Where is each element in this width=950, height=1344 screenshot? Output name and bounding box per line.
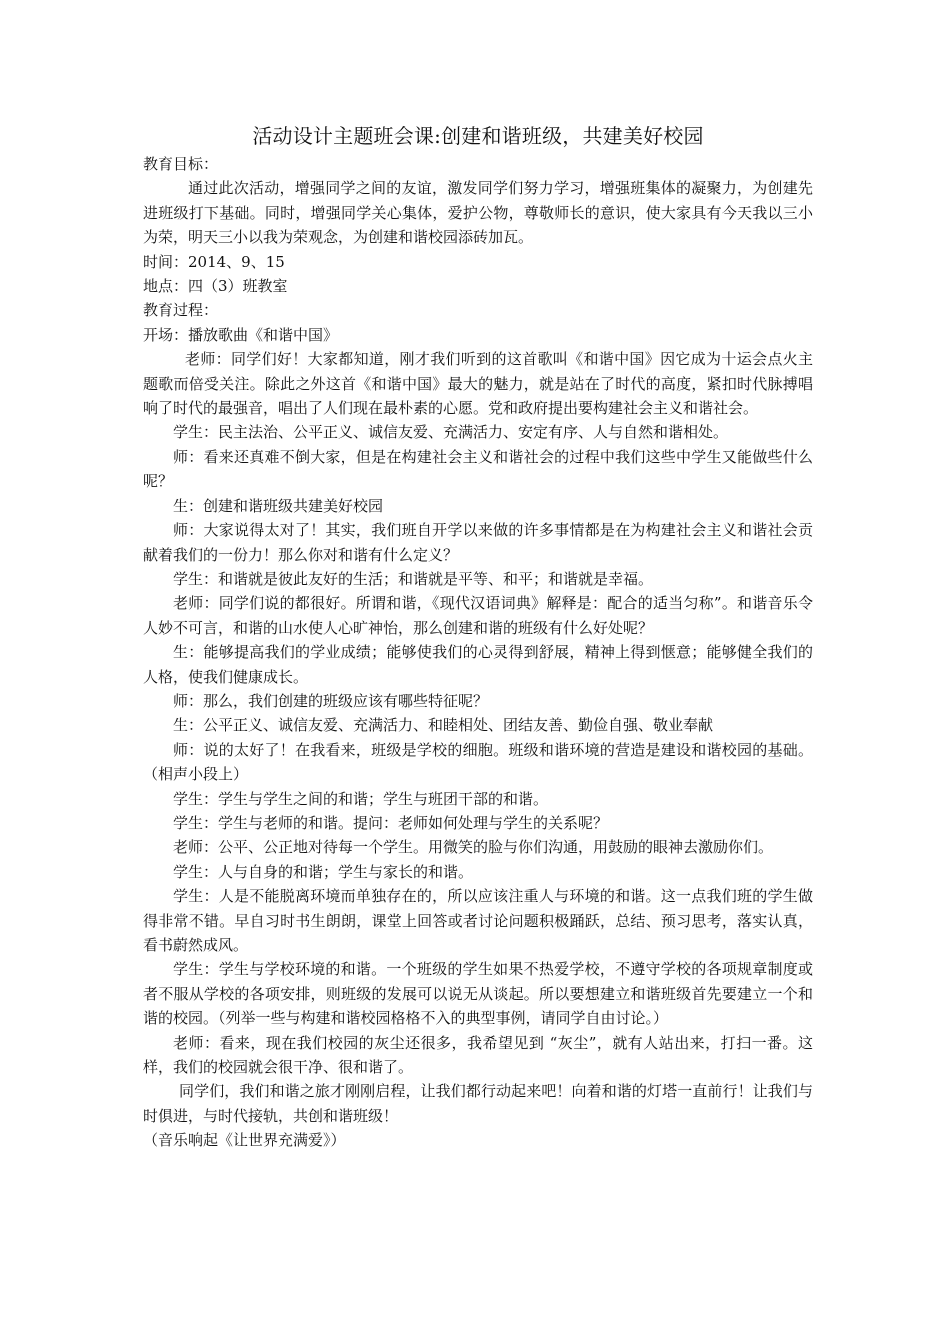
paragraph-teacher-4: 老师：同学们说的都很好。所谓和谐，《现代汉语词典》解释是：配合的适当匀称”。和谐音乐令人妙不可言，和谐的山水使人心旷神怡，那么创建和谐的班级有什么好处呢？	[143, 594, 813, 637]
document-title: 活动设计主题班会课:创建和谐班级，共建美好校园	[252, 124, 704, 148]
opening-line: 开场：播放歌曲《和谐中国》	[143, 325, 339, 344]
paragraph-teacher-5: 师：那么，我们创建的班级应该有哪些特征呢？	[173, 691, 489, 710]
paragraph-teacher-7: 老师：公平、公正地对待每一个学生。用微笑的脸与你们沟通，用鼓励的眼神去激励你们。	[173, 838, 774, 857]
paragraph-teacher-6: 师：说的太好了！在我看来，班级是学校的细胞。班级和谐环境的营造是建设和谐校园的基础。（相声小段上）	[143, 740, 813, 784]
process-label: 教育过程：	[143, 301, 219, 320]
paragraph-student-8: 学生：人与自身的和谐；学生与家长的和谐。	[173, 862, 474, 881]
paragraph-student-6: 学生：学生与学生之间的和谐；学生与班团干部的和谐。	[173, 789, 549, 808]
paragraph-teacher-intro: 老师：同学们好！大家都知道，刚才我们听到的这首歌叫《和谐中国》因它成为十运会点火主题歌而倍受关注。除此之外这首《和谐中国》最大的魅力，就是站在了时代的高度，紧扣时代脉搏唱响了时代的最强音，唱出了人们现在最朴素的心愿。党和政府提出要构建社会主义和谐社会。	[143, 350, 813, 418]
paragraph-student-3: 学生：和谐就是彼此友好的生活；和谐就是平等、和平；和谐就是幸福。	[173, 569, 654, 588]
paragraph-teacher-2: 师：看来还真难不倒大家，但是在构建社会主义和谐社会的过程中我们这些中学生又能做些什么呢？	[143, 447, 813, 491]
paragraph-student-9: 学生：人是不能脱离环境而单独存在的，所以应该注重人与环境的和谐。这一点我们班的学生做得非常不错。早自习时书生朗朗，课堂上回答或者讨论问题积极踊跃，总结、预习思考，落实认真，看书蔚然成风。	[143, 887, 813, 954]
paragraph-student-2: 生：创建和谐班级共建美好校园	[173, 496, 384, 515]
document-body	[143, 122, 813, 1153]
paragraph-student-4: 生：能够提高我们的学业成绩；能够使我们的心灵得到舒展，精神上得到惬意；能够健全我们的人格，使我们健康成长。	[143, 643, 813, 686]
ending-line: （音乐响起《让世界充满爱》）	[143, 1131, 346, 1150]
time-line: 时间：2014、9、15	[143, 252, 285, 271]
paragraph-student-5: 生：公平正义、诚信友爱、充满活力、和睦相处、团结友善、勤俭自强、敬业奉献	[173, 716, 714, 735]
paragraph-student-10: 学生：学生与学校环境的和谐。一个班级的学生如果不热爱学校，不遵守学校的各项规章制度或者不服从学校的各项安排，则班级的发展可以说无从谈起。所以要想建立和谐班级首先要建立一个和谐的校园。（列举一些与构建和谐校园格格不入的典型事例，请同学自由讨论。）	[143, 960, 813, 1028]
paragraph-teacher-8: 老师：看来，现在我们校园的灰尘还很多，我希望见到 “灰尘”，就有人站出来，打扫一番。这样，我们的校园就会很干净、很和谐了。	[143, 1033, 813, 1077]
paragraph-student-7: 学生：学生与老师的和谐。提问：老师如何处理与学生的关系呢？	[173, 813, 609, 832]
paragraph-closing: 同学们，我们和谐之旅才刚刚启程，让我们都行动起来吧！向着和谐的灯塔一直前行！让我们与时俱进，与时代接轨，共创和谐班级！	[143, 1082, 813, 1125]
goal-text: 通过此次活动，增强同学之间的友谊，激发同学们努力学习，增强班集体的凝聚力，为创建先进班级打下基础。同时，增强同学关心集体，爱护公物，尊敬师长的意识，使大家具有今天我以三小为荣，明天三小以我为荣观念，为创建和谐校园添砖加瓦。	[143, 179, 813, 247]
place-line: 地点：四（3）班教室	[143, 277, 288, 296]
goal-label: 教育目标：	[143, 155, 219, 173]
paragraph-student-1: 学生：民主法治、公平正义、诚信友爱、充满活力、安定有序、人与自然和谐相处。	[173, 423, 729, 442]
paragraph-teacher-3: 师：大家说得太对了！其实，我们班自开学以来做的许多事情都是在为构建社会主义和谐社会贡献着我们的一份力！那么你对和谐有什么定义？	[143, 521, 813, 564]
